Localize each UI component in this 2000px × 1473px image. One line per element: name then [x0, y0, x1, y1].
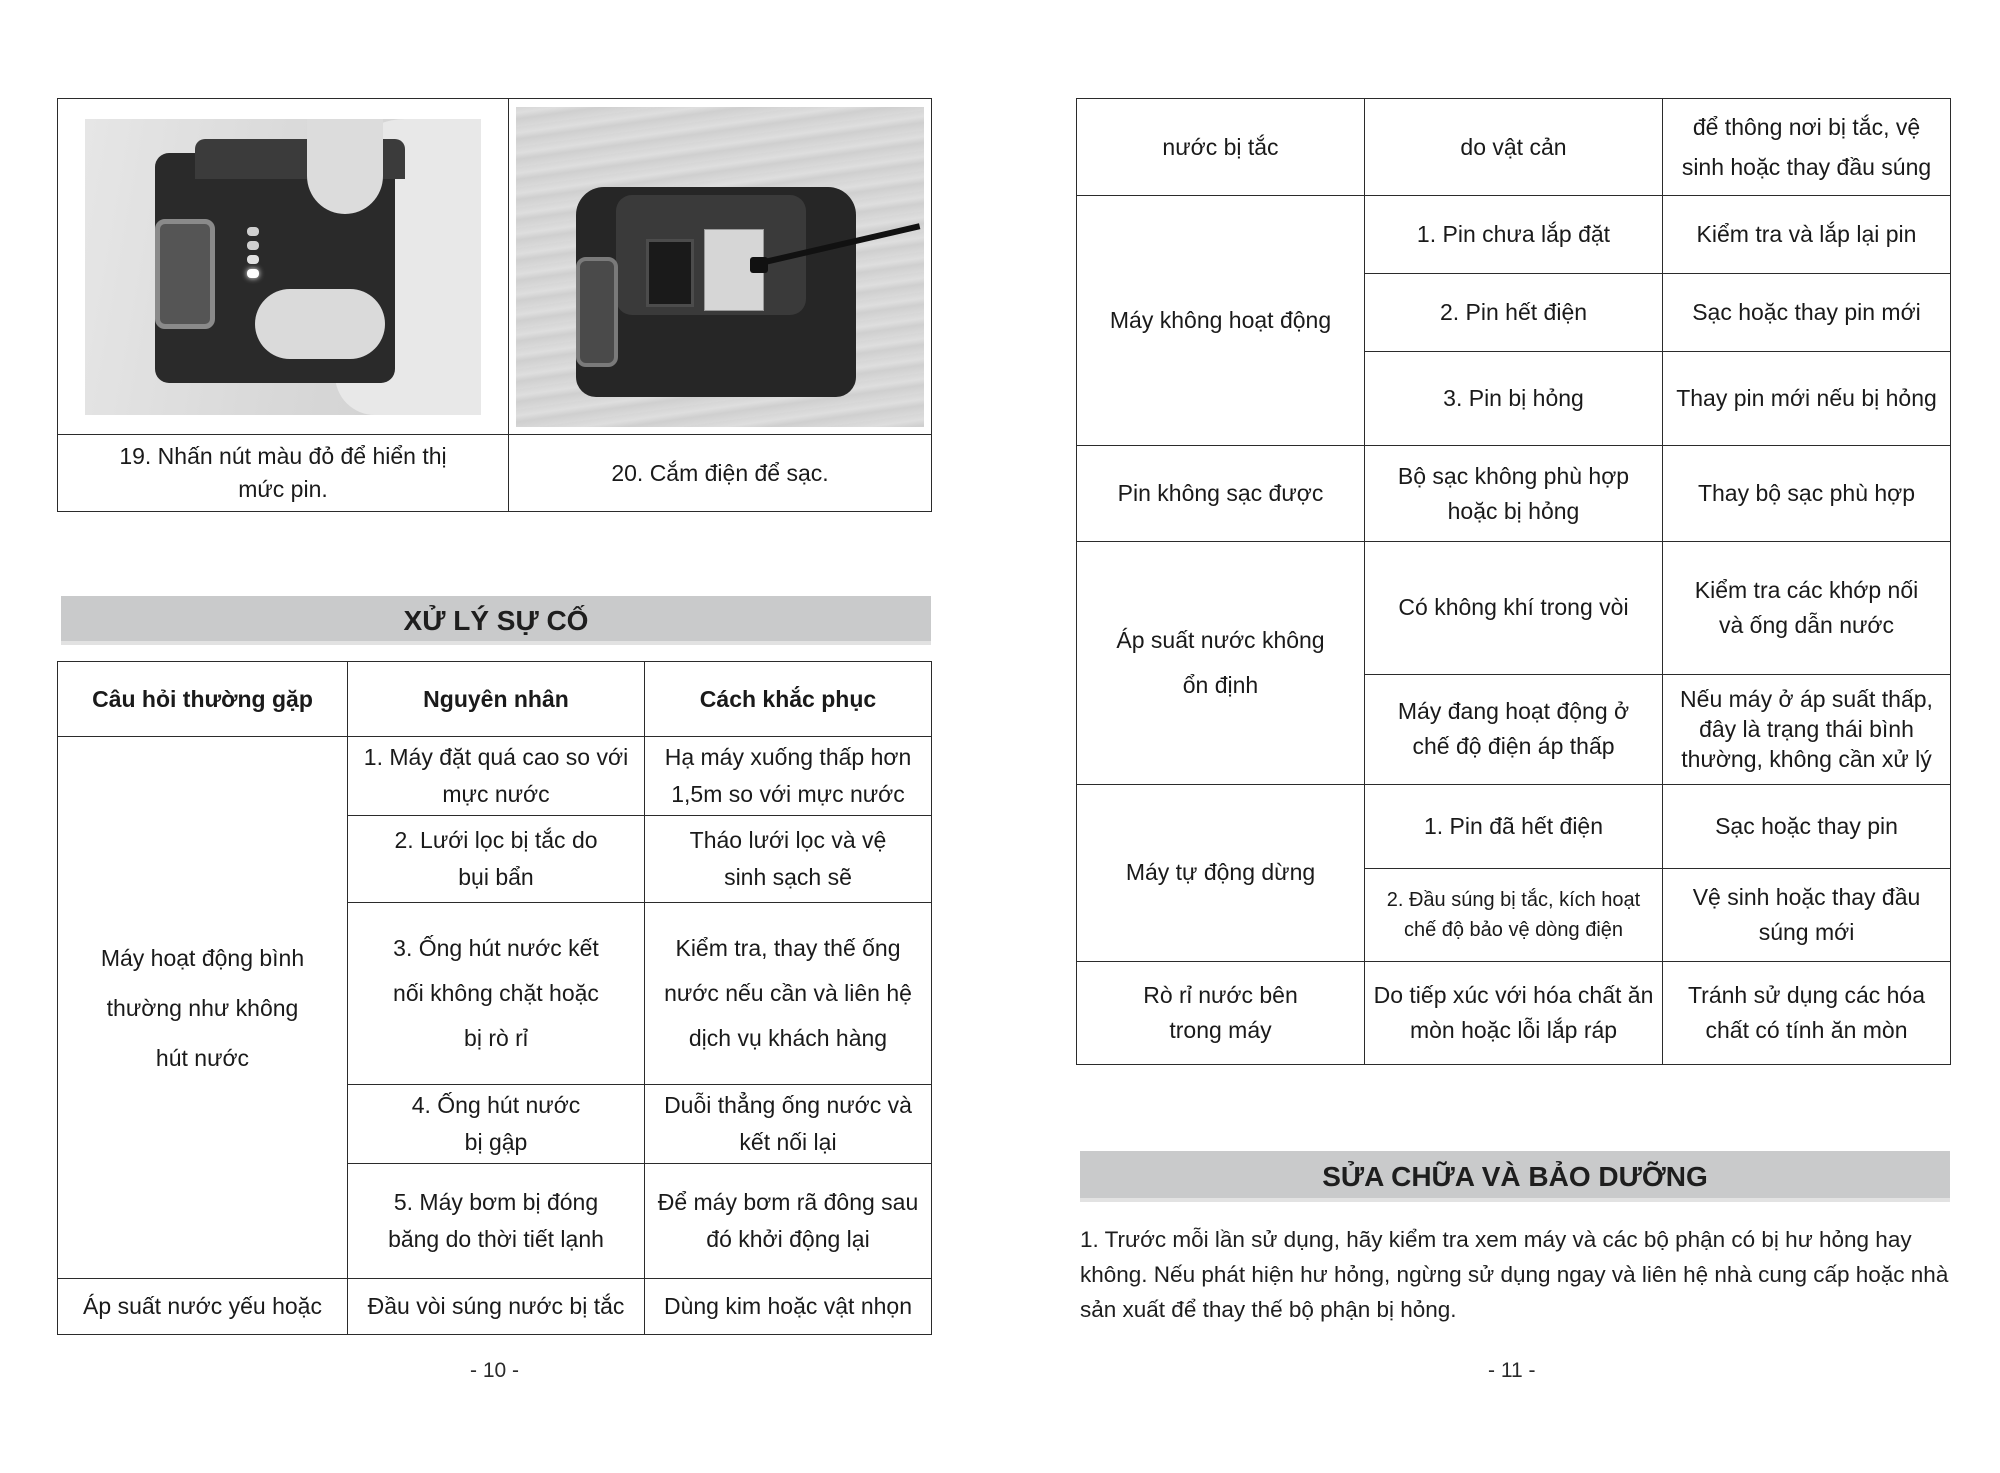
fix-cell: Kiểm tra và lắp lại pin — [1663, 196, 1951, 274]
cause-cell: Bộ sạc không phù hợp hoặc bị hỏng — [1365, 446, 1663, 541]
cause-cell: 3. Ống hút nước kết nối không chặt hoặc bị rò rỉ — [348, 903, 645, 1085]
cause-cell: Có không khí trong vòi — [1365, 541, 1663, 674]
cause-cell: 5. Máy bơm bị đóng băng do thời tiết lạnh — [348, 1164, 645, 1279]
fix-cell: Sạc hoặc thay pin — [1663, 784, 1951, 869]
fix-cell: Dùng kim hoặc vật nhọn — [645, 1279, 932, 1335]
cause-cell: Đầu vòi súng nước bị tắc — [348, 1279, 645, 1335]
fix-cell: để thông nơi bị tắc, vệ sinh hoặc thay đầu súng — [1663, 99, 1951, 196]
cause-cell: Máy đang hoạt động ở chế độ điện áp thấp — [1365, 675, 1663, 785]
question-cell: Áp suất nước không ổn định — [1077, 541, 1365, 784]
cause-cell: 2. Đầu súng bị tắc, kích hoạt chế độ bảo vệ dòng điện — [1365, 869, 1663, 961]
cause-cell: 2. Pin hết điện — [1365, 273, 1663, 352]
battery-level-photo — [85, 119, 481, 415]
cause-cell: 4. Ống hút nước bị gập — [348, 1085, 645, 1164]
photo-caption-19: 19. Nhấn nút màu đỏ để hiển thị mức pin. — [58, 435, 509, 512]
fix-cell: Thay pin mới nếu bị hỏng — [1663, 352, 1951, 446]
fix-cell: Hạ máy xuống thấp hơn 1,5m so với mực nước — [645, 737, 932, 816]
question-cell: Máy hoạt động bình thường như không hút nước — [58, 737, 348, 1279]
header-question: Câu hỏi thường gặp — [58, 662, 348, 737]
page-number-left: - 10 - — [470, 1359, 520, 1382]
question-cell: Pin không sạc được — [1077, 446, 1365, 541]
troubleshooting-table — [57, 661, 932, 1335]
troubleshooting-title: XỬ LÝ SỰ CỐ — [61, 596, 931, 645]
photo-cell-19 — [58, 99, 509, 435]
cause-cell: 1. Máy đặt quá cao so với mực nước — [348, 737, 645, 816]
question-cell: Máy không hoạt động — [1077, 196, 1365, 446]
fix-cell: Tránh sử dụng các hóa chất có tính ăn mòn — [1663, 961, 1951, 1065]
header-cause: Nguyên nhân — [348, 662, 645, 737]
fix-cell: Sạc hoặc thay pin mới — [1663, 273, 1951, 352]
cause-cell: 3. Pin bị hỏng — [1365, 352, 1663, 446]
cause-cell: 1. Pin chưa lắp đặt — [1365, 196, 1663, 274]
cause-cell: do vật cản — [1365, 99, 1663, 196]
question-cell: Áp suất nước yếu hoặc — [58, 1279, 348, 1335]
fix-cell: Để máy bơm rã đông sau đó khởi động lại — [645, 1164, 932, 1279]
cause-cell: Do tiếp xúc với hóa chất ăn mòn hoặc lỗi lắp ráp — [1365, 961, 1663, 1065]
question-cell: Máy tự động dừng — [1077, 784, 1365, 961]
fix-cell: Vệ sinh hoặc thay đầu súng mới — [1663, 869, 1951, 961]
fix-cell: Nếu máy ở áp suất thấp, đây là trạng thái bình thường, không cần xử lý — [1663, 675, 1951, 785]
charging-photo — [516, 107, 924, 427]
cause-cell: 2. Lưới lọc bị tắc do bụi bẩn — [348, 816, 645, 903]
maintenance-title: SỬA CHỮA VÀ BẢO DƯỠNG — [1080, 1151, 1950, 1202]
fix-cell: Kiểm tra, thay thế ống nước nếu cần và liên hệ dịch vụ khách hàng — [645, 903, 932, 1085]
fix-cell: Tháo lưới lọc và vệ sinh sạch sẽ — [645, 816, 932, 903]
cause-cell: 1. Pin đã hết điện — [1365, 784, 1663, 869]
maintenance-paragraph: 1. Trước mỗi lần sử dụng, hãy kiểm tra xem máy và các bộ phận có bị hư hỏng hay không. Nếu phát hiện hư hỏng, ngừng sử dụng ngay và liên hệ nhà cung cấp hoặc nhà sản xuất để thay thế bộ phận bị hỏng. — [1080, 1227, 1949, 1322]
fix-cell: Thay bộ sạc phù hợp — [1663, 446, 1951, 541]
question-cell: Rò rỉ nước bên trong máy — [1077, 961, 1365, 1065]
troubleshooting-table-continued — [1076, 98, 1951, 1065]
page-number-right: - 11 - — [1488, 1359, 1536, 1382]
photo-caption-20: 20. Cắm điện để sạc. — [509, 435, 932, 512]
fix-cell: Duỗi thẳng ống nước và kết nối lại — [645, 1085, 932, 1164]
question-cell: nước bị tắc — [1077, 99, 1365, 196]
header-fix: Cách khắc phục — [645, 662, 932, 737]
fix-cell: Kiểm tra các khớp nối và ống dẫn nước — [1663, 541, 1951, 674]
photo-table — [57, 98, 932, 512]
photo-cell-20 — [509, 99, 932, 435]
